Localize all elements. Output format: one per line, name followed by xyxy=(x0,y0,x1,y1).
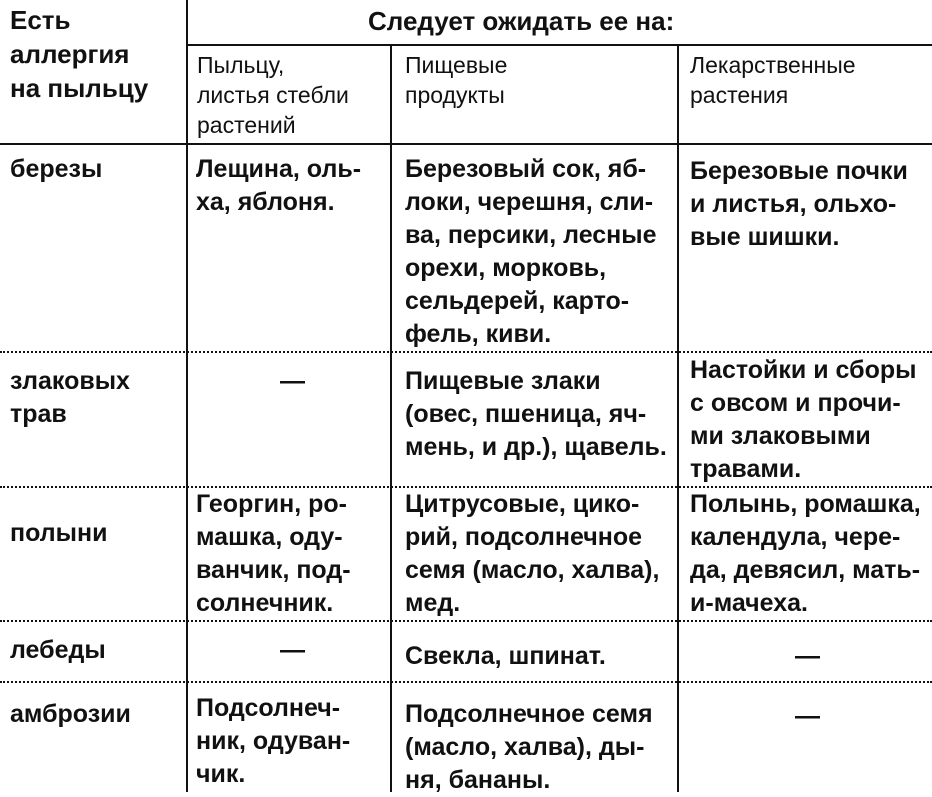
column-header-pollen: Пыльцу, листья стебли растений xyxy=(197,52,349,138)
cell-pollen: — xyxy=(280,367,305,395)
cell-herbal: — xyxy=(795,642,820,670)
cell-pollen: Георгин, ро- машка, оду- ванчик, под- солнечник. xyxy=(196,490,351,617)
cell-pollen: Лещина, оль- ха, яблоня. xyxy=(196,155,362,216)
row-divider xyxy=(0,620,932,622)
column-header-food: Пищевые продукты xyxy=(405,52,508,108)
column-divider xyxy=(390,44,392,792)
cell-food: Цитрусовые, цико- рий, подсолнечное семя (масло, халва), мед. xyxy=(405,490,660,617)
cell-allergen: амброзии xyxy=(10,700,131,728)
column-header-herbal: Лекарственные растения xyxy=(690,52,856,108)
column-divider xyxy=(186,0,188,792)
column-divider xyxy=(677,44,679,792)
cell-herbal: Березовые почки и листья, ольхо- вые шишки. xyxy=(690,157,908,251)
header-bottom-rule xyxy=(0,143,932,145)
cell-food: Подсолнечное семя (масло, халва), ды- ня, бананы. xyxy=(405,700,653,794)
cell-herbal: — xyxy=(795,702,820,730)
header-divider xyxy=(186,44,932,46)
row-divider xyxy=(0,351,932,353)
cell-food: Свекла, шпинат. xyxy=(405,642,606,670)
cell-allergen: полыни xyxy=(10,519,108,547)
cell-allergen: злаковых трав xyxy=(10,367,130,428)
cell-herbal: Полынь, ромашка, календула, чере- да, девясил, мать- и-мачеха. xyxy=(690,490,921,617)
row-divider xyxy=(0,681,932,683)
cell-herbal: Настойки и сборы с овсом и прочи- ми злаковыми травами. xyxy=(690,356,917,483)
cell-pollen: — xyxy=(280,636,305,664)
cell-food: Березовый сок, яб- локи, черешня, сли- ва, персики, лесные орехи, морковь, сельдерей, карто- фель, киви. xyxy=(405,155,657,348)
cell-allergen: лебеды xyxy=(10,636,106,664)
group-header: Следует ожидать ее на: xyxy=(368,6,675,36)
cell-allergen: березы xyxy=(10,155,103,183)
cell-pollen: Подсолнеч- ник, одуван- чик. xyxy=(196,694,351,788)
corner-header: Есть аллергия на пыльцу xyxy=(10,5,149,103)
cell-food: Пищевые злаки (овес, пшеница, яч- мень, и др.), щавель. xyxy=(405,367,667,461)
